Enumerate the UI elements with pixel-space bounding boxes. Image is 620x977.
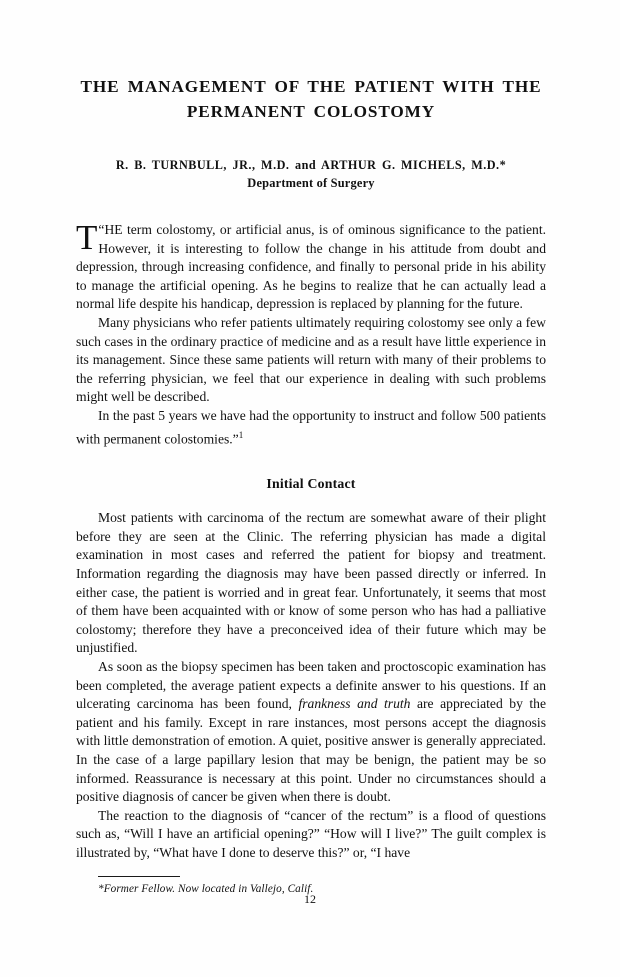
paragraph-1 <box>76 218 546 314</box>
author-byline: R. B. TURNBULL, JR., M.D. and ARTHUR G. MICHELS, M.D.* <box>115 158 507 172</box>
title-line-1: THE MANAGEMENT OF THE PATIENT WITH THE <box>80 77 542 96</box>
footnote-separator-rule <box>98 876 180 877</box>
paragraph-5 <box>76 658 546 807</box>
section-heading-initial-contact: Initial Contact <box>266 475 356 491</box>
article-body <box>76 218 547 863</box>
paragraph-5-text-part-1: As soon as the biopsy specimen has been taken and proctoscopic examination has been completed, the average patient expects a definite answer to his questions. If an ulcerating carcinoma has been found, <box>76 659 546 712</box>
paragraph-6: The reaction to the diagnosis of “cancer of the rectum” is a flood of questions such as, “Will I have an artificial opening?” “How will I live?” The guilt complex is illustrated by, “What have I done to deserve this?” or, “I have <box>76 807 546 860</box>
author-affiliation: Department of Surgery <box>247 176 375 190</box>
paragraph-5-text-part-2: are appreciated by the patient and his family. Except in rare instances, most persons accept the diagnosis with little demonstration of emotion. A quiet, positive answer is generally appreciated. In the case of a large papillary lesion that may be benign, the patient may be so informed. Reassurance is necessary at this point. Under no circumstances should a positive diagnosis of cancer be given when there is doubt. <box>76 696 547 805</box>
paragraph-3 <box>76 407 546 449</box>
page-content <box>76 74 546 895</box>
paragraph-1-text: HE term colostomy, or artificial anus, is of ominous significance to the patient. However, it is interesting to follow the change in his attitude from doubt and depression, through increasing confidence, and finally to personal pride in his ability to manage the artificial opening. As he begins to realize that he can actually lead a normal life despite his handicap, depression is replaced by planning for the future. <box>76 222 546 312</box>
open-quote-mark: “ <box>98 222 105 237</box>
page-title <box>76 74 546 124</box>
paragraph-2: Many physicians who refer patients ultimately requiring colostomy see only a few such cases in the ordinary practice of medicine and as a result have little experience in its management. Since these same patients will return with many of their problems to the referring physician, we feel that our experience in dealing with such problems might well be described. <box>76 314 546 405</box>
footnote-reference-1: 1 <box>238 429 244 440</box>
footnote-text: *Former Fellow. Now located in Vallejo, Calif. <box>98 882 314 895</box>
title-line-2: PERMANENT COLOSTOMY <box>186 102 436 121</box>
emphasis-frankness-and-truth: frankness and truth <box>298 696 411 712</box>
paragraph-4: Most patients with carcinoma of the rectum are somewhat aware of their plight before they are seen at the Clinic. The referring physician has made a digital examination in most cases and referred the patient for biopsy and treatment. Information regarding the diagnosis may have been passed directly or inferred. In either case, the patient is worried and in great fear. Unfortunately, it seems that most of them have been acquainted with or know of some person who has had a palliative colostomy; therefore they have a preconceived idea of their future which may be unjustified. <box>76 510 546 656</box>
page-number: 12 <box>304 892 316 906</box>
drop-cap-letter: T <box>76 218 98 257</box>
paragraph-3-text: In the past 5 years we have had the opportunity to instruct and follow 500 patients with permanent colostomies.” <box>76 407 546 447</box>
